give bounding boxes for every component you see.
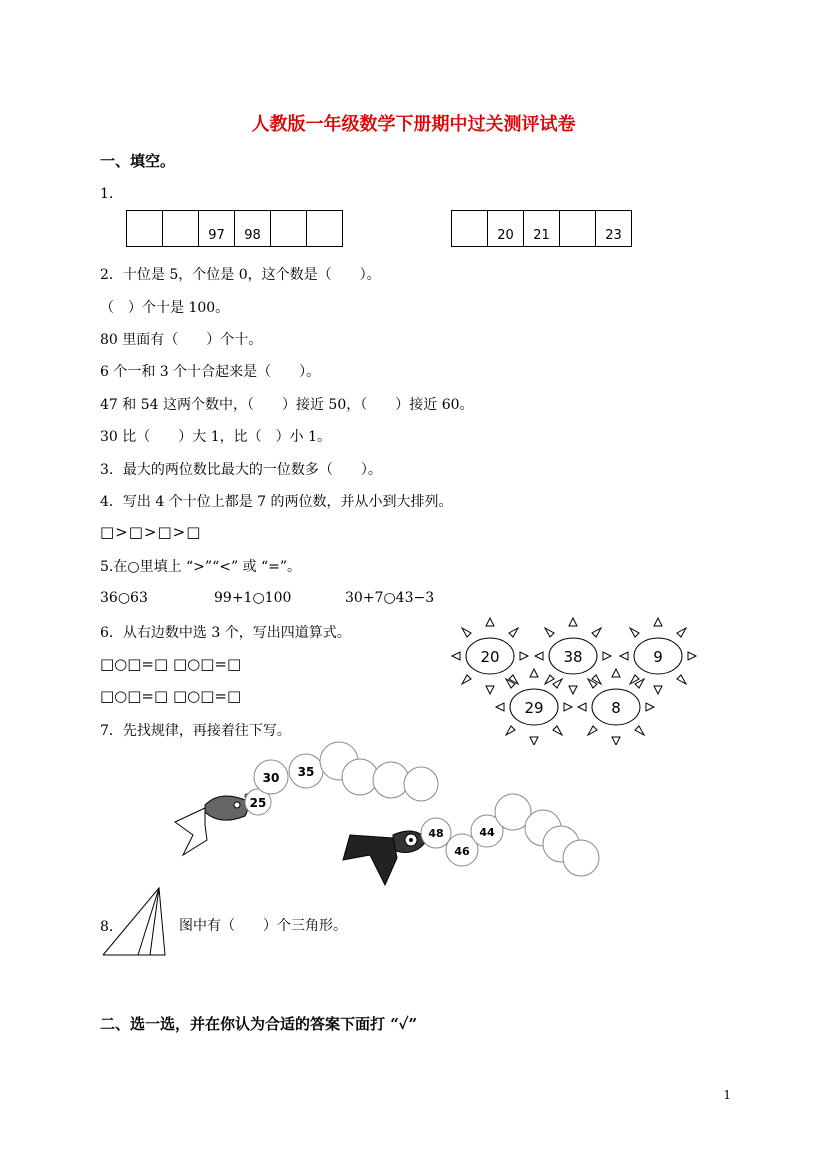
q4-text: 4．写出 4 个十位上都是 7 的两位数，并从小到大排列。 <box>100 494 453 510</box>
section-2-heading: 二、选一选，并在你认为合适的答案下面打 “✓” <box>100 1015 418 1033</box>
q2-line: 80 里面有（ ）个十。 <box>100 332 263 348</box>
grid-a-cell: 97 <box>199 211 235 247</box>
q1-number-grid-b <box>451 210 632 247</box>
page-title: 人教版一年级数学下册期中过关测评试卷 <box>251 114 576 135</box>
q8-triangle-figure <box>100 885 170 957</box>
q6-equation-row[interactable]: □○□=□ □○□=□ <box>100 687 242 705</box>
sun-circle <box>620 618 696 694</box>
page-number: 1 <box>723 1088 731 1102</box>
q2-line: 47 和 54 这两个数中，（ ）接近 50，（ ）接近 60。 <box>100 397 474 413</box>
bubble-number: 44 <box>479 826 495 839</box>
grid-a-cell[interactable] <box>307 211 343 247</box>
q2-line: 6 个一和 3 个十合起来是（ ）。 <box>100 364 321 380</box>
grid-b-cell: 21 <box>524 211 560 247</box>
grid-a-cell[interactable] <box>271 211 307 247</box>
bubble-number: 46 <box>454 845 470 858</box>
bubble-number: 35 <box>297 765 315 779</box>
svg-text:8: 8 <box>611 699 621 717</box>
sun-circle <box>578 669 654 745</box>
q5-text: 5.在○里填上 “>”“<” 或 “=”。 <box>100 559 302 575</box>
bubble-number: 25 <box>249 796 267 810</box>
sun-circle <box>496 669 572 745</box>
q1-number-grid-a <box>126 210 343 247</box>
q2-line: 30 比（ ）大 1，比（ ）小 1。 <box>100 429 331 445</box>
q6-sun-numbers <box>445 615 715 745</box>
grid-a-cell: 98 <box>235 211 271 247</box>
q6-text: 6．从右边数中选 3 个，写出四道算式。 <box>100 625 351 641</box>
q5-item[interactable]: 30+7○43−3 <box>345 590 435 606</box>
q8-number: 8． <box>100 919 123 935</box>
grid-b-cell: 20 <box>488 211 524 247</box>
q7-text: 7．先找规律，再接着往下写。 <box>100 723 291 739</box>
q7-fish-pattern <box>165 740 615 900</box>
q2-line: （ ）个十是 100。 <box>100 300 230 316</box>
section-1-heading: 一、填空。 <box>100 152 176 170</box>
q6-equation-row[interactable]: □○□=□ □○□=□ <box>100 655 242 673</box>
grid-a-cell[interactable] <box>127 211 163 247</box>
bubble-number: 30 <box>262 771 280 785</box>
bubble-number: 48 <box>428 827 444 840</box>
grid-a-cell[interactable] <box>163 211 199 247</box>
grid-b-cell[interactable] <box>560 211 596 247</box>
q3-text: 3．最大的两位数比最大的一位数多（ ）。 <box>100 462 382 478</box>
q1-number: 1. <box>100 186 114 202</box>
q4-answer-boxes[interactable]: □>□>□>□ <box>100 523 202 541</box>
grid-b-cell: 23 <box>596 211 632 247</box>
q2-line: 2．十位是 5，个位是 0，这个数是（ ）。 <box>100 267 381 283</box>
svg-text:29: 29 <box>524 699 544 717</box>
sun-circle <box>535 618 611 694</box>
svg-text:38: 38 <box>563 648 583 666</box>
q5-item[interactable]: 36○63 <box>100 590 148 606</box>
svg-text:20: 20 <box>480 648 500 666</box>
fish-illustration-top <box>175 794 249 855</box>
sun-circle <box>452 618 528 694</box>
grid-b-cell[interactable] <box>452 211 488 247</box>
q5-item[interactable]: 99+1○100 <box>214 590 292 606</box>
svg-text:9: 9 <box>653 648 663 666</box>
fish-illustration-bottom <box>343 831 427 885</box>
q8-text: 图中有（ ）个三角形。 <box>179 918 347 934</box>
